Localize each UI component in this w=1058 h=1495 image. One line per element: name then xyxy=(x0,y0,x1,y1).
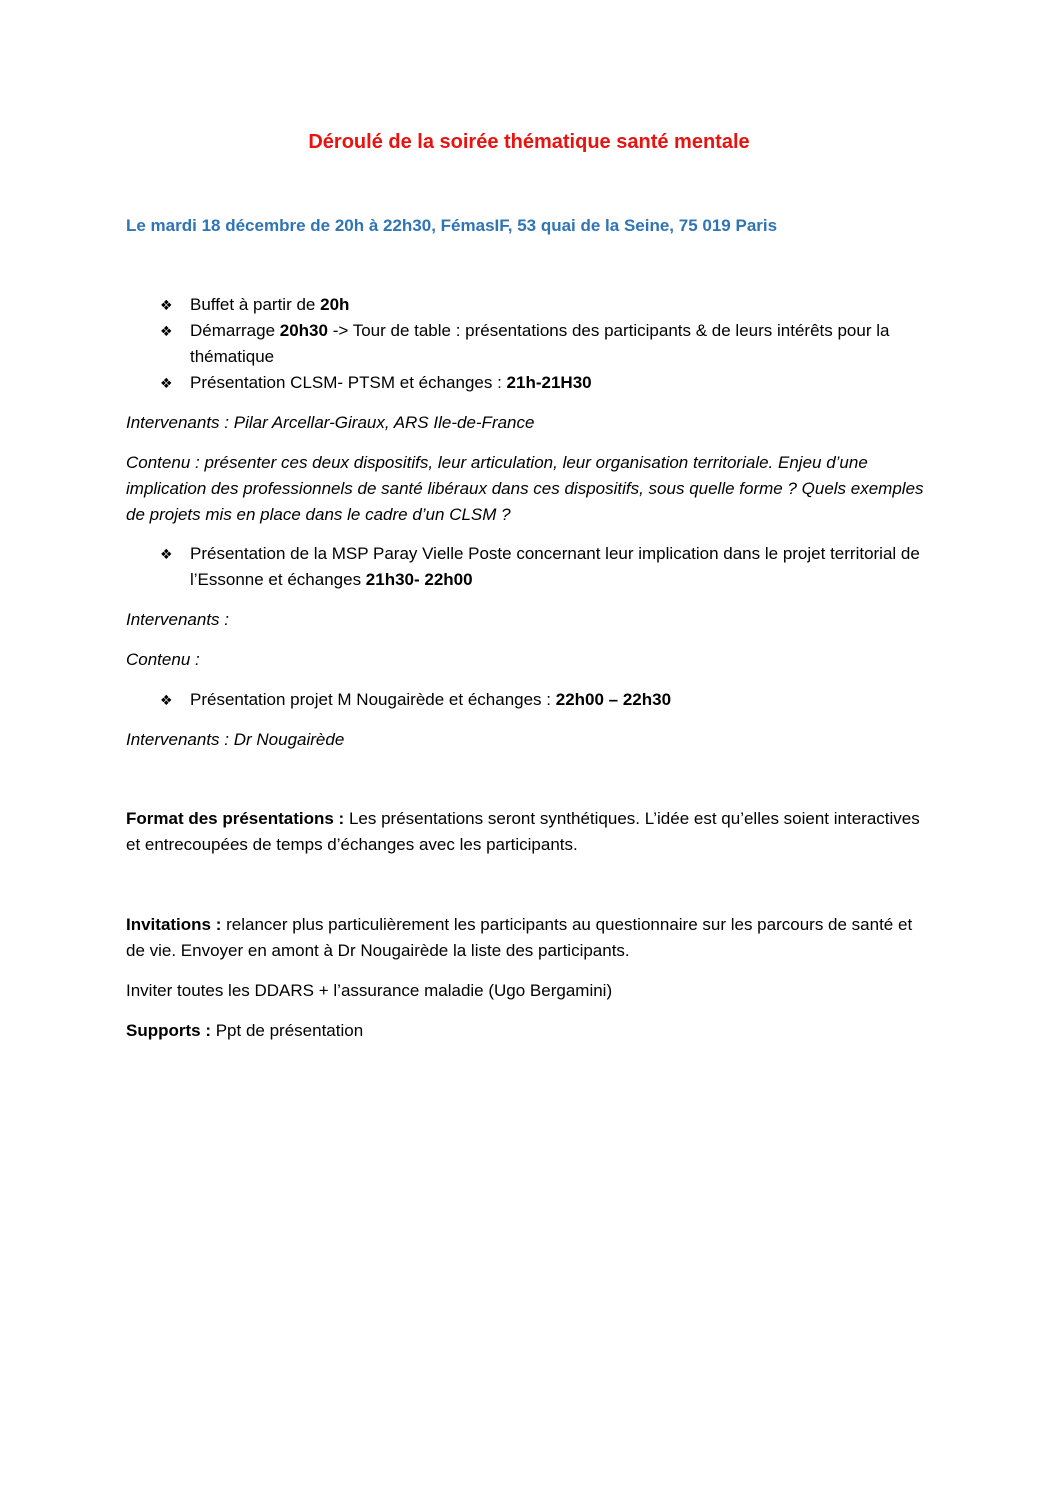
format-label: Format des présentations : xyxy=(126,809,345,828)
invitations-label: Invitations : xyxy=(126,915,222,934)
intervenants-2: Intervenants : xyxy=(126,610,230,629)
list-item: ❖ Présentation CLSM- PTSM et échanges : 21h-21H30 xyxy=(160,370,930,396)
schedule-list-2 xyxy=(160,541,930,593)
list-item: ❖ Présentation de la MSP Paray Vielle Poste concernant leur implication dans le projet territorial de l’Essonne et échanges 21h30- 22h00 xyxy=(160,541,930,593)
list-item: ❖ Buffet à partir de 20h xyxy=(160,292,930,318)
intervenants-1: Intervenants : Pilar Arcellar-Giraux, ARS Ile-de-France xyxy=(126,413,535,432)
event-details: Le mardi 18 décembre de 20h à 22h30, FémasIF, 53 quai de la Seine, 75 019 Paris xyxy=(126,216,778,235)
diamond-bullet-icon: ❖ xyxy=(160,323,173,339)
list-item: ❖ Présentation projet M Nougairède et échanges : 22h00 – 22h30 xyxy=(160,687,930,713)
diamond-bullet-icon: ❖ xyxy=(160,692,173,708)
invitations-section xyxy=(126,912,926,964)
format-section xyxy=(126,806,926,858)
invitations-text: relancer plus particulièrement les participants au questionnaire sur les parcours de santé et de vie. Envoyer en amont à Dr Nougairède la liste des participants. xyxy=(126,915,913,960)
diamond-bullet-icon: ❖ xyxy=(160,375,173,391)
diamond-bullet-icon: ❖ xyxy=(160,297,173,313)
contenu-2: Contenu : xyxy=(126,650,200,669)
intervenants-3: Intervenants : Dr Nougairède xyxy=(126,730,345,749)
document-title: Déroulé de la soirée thématique santé mentale xyxy=(308,131,750,153)
supports-label: Supports : xyxy=(126,1021,211,1040)
list-item: ❖ Démarrage 20h30 -> Tour de table : présentations des participants & de leurs intérêts pour la thématique xyxy=(160,318,930,370)
schedule-list-3 xyxy=(160,687,930,713)
inviter-line: Inviter toutes les DDARS + l’assurance maladie (Ugo Bergamini) xyxy=(126,981,613,1000)
diamond-bullet-icon: ❖ xyxy=(160,546,173,562)
format-text: Les présentations seront synthétiques. L’idée est qu’elles soient interactives et entrecoupées de temps d’échanges avec les participants. xyxy=(126,809,920,854)
supports-text: Ppt de présentation xyxy=(211,1021,364,1040)
supports-section xyxy=(126,1018,926,1044)
contenu-1: Contenu : présenter ces deux dispositifs, leur articulation, leur organisation territoriale. Enjeu d’une implication des professionnels de santé libéraux dans ces dispositifs, sous quelle forme ? Quels exemples de projets mis en place dans le cadre d’un CLSM ? xyxy=(126,453,924,524)
schedule-list-1 xyxy=(160,292,930,396)
